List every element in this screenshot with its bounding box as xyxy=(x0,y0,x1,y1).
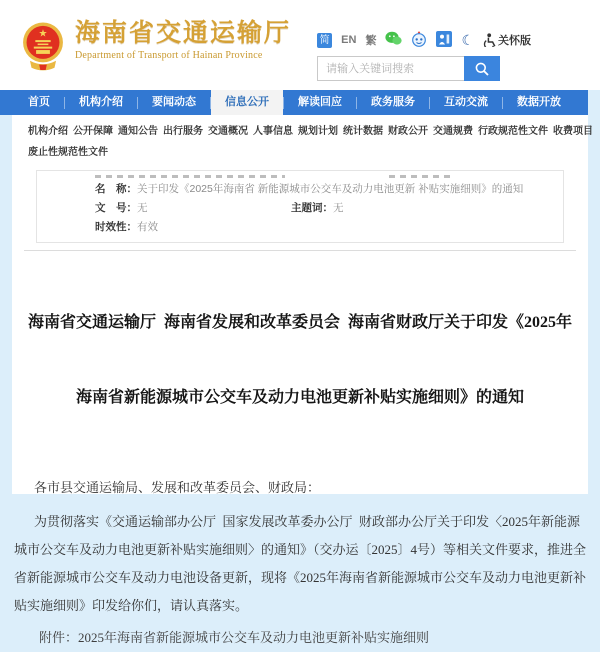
salutation-line: 各市县交通运输局、发展和改革委员会、财政局： xyxy=(34,480,321,495)
accessibility-moon-icon[interactable]: ☾ xyxy=(461,32,474,48)
site-subtitle: Department of Transport of Hainan Province xyxy=(75,50,263,61)
subnav-item-statistics[interactable]: 统计数据 xyxy=(343,126,383,137)
nav-item-news[interactable]: 要闻动态 xyxy=(152,96,196,108)
meta-row-docno-subject xyxy=(37,199,563,218)
subnav-item-personnel[interactable]: 人事信息 xyxy=(253,126,293,137)
site-title: 海南省交通运输厅 xyxy=(75,19,292,47)
content-column xyxy=(12,115,593,645)
meta-docno-value: 无 xyxy=(137,202,148,214)
search-input[interactable] xyxy=(317,56,464,81)
care-version-label: 关怀版 xyxy=(498,35,531,47)
sign-language-icon[interactable] xyxy=(436,31,452,50)
search-button[interactable] xyxy=(464,56,500,81)
meta-docno-label: 文 号： xyxy=(95,202,137,214)
nav-item-open-data[interactable]: 数据开放 xyxy=(517,96,561,108)
brand-text xyxy=(75,18,291,61)
utility-bar xyxy=(317,32,577,48)
document-title xyxy=(18,260,582,460)
document-body xyxy=(12,260,588,652)
svg-text:★: ★ xyxy=(38,28,48,40)
subnav-item-travel-services[interactable]: 出行服务 xyxy=(163,126,203,137)
meta-validity-label: 时效性： xyxy=(95,221,137,233)
document-title-line-2: 海南省新能源城市公交车及动力电池更新补贴实施细则》的通知 xyxy=(75,389,524,406)
attachment-line[interactable]: 附件：2025年海南省新能源城市公交车及动力电池更新补贴实施细则 xyxy=(39,630,430,645)
meta-name-label: 名 称： xyxy=(95,183,137,195)
subnav-item-disclosure-guarantee[interactable]: 公开保障 xyxy=(73,126,113,137)
meta-cell-docno xyxy=(95,199,291,218)
body-paragraph: 为贯彻落实《交通运输部办公厅 国家发展改革委办公厅 财政部办公厅关于印发〈2025年新能源城市公交车及动力电池更新补贴实施细则〉的通知》（交办运〔2025〕4号）等相关文件要求，推进全省新能源城市公交车及动力电池设备更新，现将《2025年海南省新能源城市公交车及动力电池更新补贴实施细则》印发给你们，请认真落实。 xyxy=(14,514,587,613)
meta-validity-value: 有效 xyxy=(137,221,158,233)
meta-row-validity xyxy=(37,218,563,237)
lang-english-button[interactable]: EN xyxy=(341,34,357,46)
meta-subject-label: 主题词： xyxy=(291,202,333,214)
subnav-item-transport-fees[interactable]: 交通规费 xyxy=(433,126,473,137)
care-version-link[interactable] xyxy=(483,32,531,48)
lang-traditional-button[interactable]: 繁 xyxy=(365,35,377,47)
national-emblem-logo xyxy=(20,20,66,74)
clipped-text-fragment xyxy=(389,175,451,178)
meta-subject-value: 无 xyxy=(333,202,344,214)
main-nav xyxy=(0,90,588,115)
meta-name-value: 关于印发《2025年海南省 新能源城市公交车及动力电池更新 补贴实施细则》的通知 xyxy=(137,183,524,195)
nav-item-home[interactable]: 首页 xyxy=(28,96,50,108)
subnav-item-repealed-documents[interactable]: 废止性规范性文件 xyxy=(28,147,108,158)
nav-item-info-disclosure[interactable]: 信息公开 xyxy=(211,90,283,115)
nav-item-gov-services[interactable]: 政务服务 xyxy=(371,96,415,108)
nav-item-interpretation[interactable]: 解读回应 xyxy=(298,96,342,108)
subnav-item-org-intro[interactable]: 机构介绍 xyxy=(28,126,68,137)
sub-nav xyxy=(12,115,593,166)
section-divider xyxy=(24,250,576,251)
subnav-item-planning[interactable]: 规划计划 xyxy=(298,126,338,137)
search-bar xyxy=(317,56,577,81)
robot-assistant-icon[interactable] xyxy=(411,31,427,50)
subnav-item-regulatory-documents[interactable]: 行政规范性文件 xyxy=(478,126,548,137)
wheelchair-icon xyxy=(483,33,496,47)
subnav-item-charge-items[interactable]: 收费项目 xyxy=(553,126,593,137)
subnav-item-fiscal-disclosure[interactable]: 财政公开 xyxy=(388,126,428,137)
clipped-meta-row xyxy=(37,173,563,180)
search-icon xyxy=(474,61,490,77)
lang-simplified-button[interactable]: 简 xyxy=(317,33,332,48)
clipped-text-fragment xyxy=(95,175,285,178)
subnav-item-transport-overview[interactable]: 交通概况 xyxy=(208,126,248,137)
document-meta-box xyxy=(36,170,564,243)
nav-item-interaction[interactable]: 互动交流 xyxy=(444,96,488,108)
meta-row-name xyxy=(37,180,563,199)
site-header xyxy=(0,0,600,90)
site-brand xyxy=(20,18,291,74)
wechat-icon[interactable] xyxy=(385,31,402,49)
nav-item-org-intro[interactable]: 机构介绍 xyxy=(79,96,123,108)
sub-nav-row-2 xyxy=(28,142,588,163)
sub-nav-row-1 xyxy=(28,121,593,142)
header-utilities xyxy=(317,32,577,81)
subnav-item-notices[interactable]: 通知公告 xyxy=(118,126,158,137)
meta-cell-subject xyxy=(291,199,344,218)
document-title-line-1: 海南省交通运输厅 海南省发展和改革委员会 海南省财政厅关于印发《2025年 xyxy=(27,314,572,331)
